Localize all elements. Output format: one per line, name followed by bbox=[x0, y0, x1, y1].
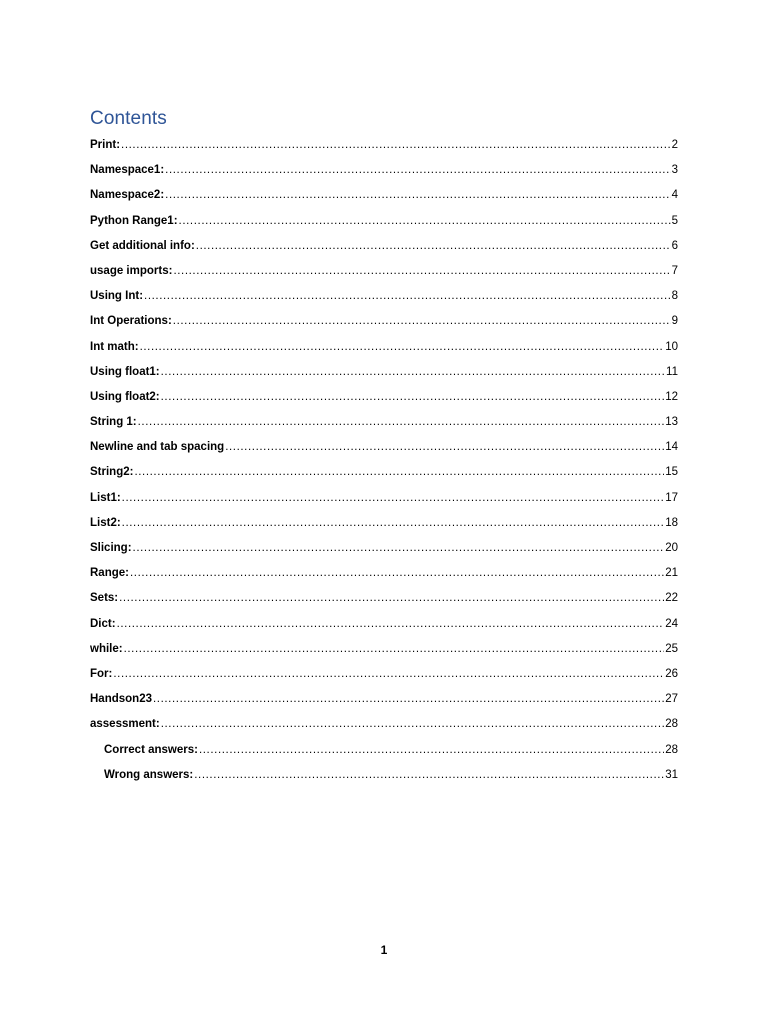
toc-entry-label: List1: bbox=[90, 491, 121, 504]
toc-entry-page-number: 25 bbox=[665, 642, 678, 655]
dot-leader bbox=[225, 435, 664, 460]
dot-leader bbox=[173, 309, 671, 334]
toc-entry-label: Using Int: bbox=[90, 290, 144, 303]
toc-entry-label: Range: bbox=[90, 567, 129, 580]
dot-leader bbox=[117, 612, 665, 637]
toc-entry[interactable] bbox=[90, 284, 678, 309]
toc-entry[interactable] bbox=[90, 209, 678, 234]
toc-entry-label: Print: bbox=[90, 139, 121, 151]
toc-entry-label: usage imports: bbox=[90, 264, 173, 277]
toc-entry-label: Int math: bbox=[90, 340, 139, 353]
toc-entry-page-number: 24 bbox=[665, 617, 678, 630]
toc-entry-page-number: 6 bbox=[671, 239, 678, 252]
toc-entry-page-number: 28 bbox=[665, 718, 678, 731]
toc-entry-page-number: 4 bbox=[671, 189, 678, 202]
dot-leader bbox=[140, 335, 665, 360]
toc-entry-page-number: 11 bbox=[666, 365, 678, 378]
toc-entry-page-number: 20 bbox=[665, 542, 678, 554]
toc-entry-page-number: 12 bbox=[665, 390, 678, 403]
toc-entry-page-number: 18 bbox=[665, 516, 678, 529]
toc-entry[interactable] bbox=[90, 234, 678, 259]
dot-leader bbox=[179, 209, 671, 234]
dot-leader bbox=[134, 460, 664, 485]
toc-entry[interactable] bbox=[90, 460, 678, 485]
toc-entry-page-number: 28 bbox=[665, 743, 678, 756]
toc-entry-page-number: 22 bbox=[665, 592, 678, 605]
toc-entry-page-number: 27 bbox=[665, 693, 678, 706]
dot-leader bbox=[124, 637, 665, 662]
toc-entry-label: Using float2: bbox=[90, 390, 160, 403]
toc-title: Contents bbox=[90, 108, 167, 129]
toc-entry-label: Wrong answers: bbox=[104, 768, 194, 781]
toc-entry-label: Namespace1: bbox=[90, 164, 165, 177]
toc-entry-page-number: 21 bbox=[665, 567, 678, 580]
dot-leader bbox=[133, 536, 665, 561]
toc-entry[interactable] bbox=[90, 712, 678, 737]
toc-entry[interactable] bbox=[90, 738, 678, 763]
toc-entry-label: For: bbox=[90, 667, 113, 680]
dot-leader bbox=[113, 662, 664, 687]
toc-entry[interactable] bbox=[90, 360, 678, 385]
toc-entry[interactable] bbox=[90, 435, 678, 460]
toc-entry[interactable] bbox=[90, 158, 678, 183]
toc-entry[interactable] bbox=[90, 662, 678, 687]
toc-entry-label: Get additional info: bbox=[90, 239, 195, 252]
toc-entry-label: Slicing: bbox=[90, 542, 132, 554]
toc-entry[interactable] bbox=[90, 586, 678, 611]
dot-leader bbox=[199, 738, 664, 763]
toc-entry[interactable] bbox=[90, 183, 678, 208]
toc-entry-label: Python Range1: bbox=[90, 214, 178, 227]
dot-leader bbox=[161, 360, 665, 385]
toc-entry[interactable] bbox=[90, 309, 678, 334]
toc-entry-page-number: 3 bbox=[671, 164, 678, 177]
dot-leader bbox=[144, 284, 671, 309]
dot-leader bbox=[161, 712, 665, 737]
dot-leader bbox=[119, 586, 664, 611]
toc-entry-page-number: 26 bbox=[665, 667, 678, 680]
toc-entry[interactable] bbox=[90, 763, 678, 788]
toc-entry-label: String2: bbox=[90, 466, 134, 479]
toc-entry-label: while: bbox=[90, 642, 123, 655]
toc-entry[interactable] bbox=[90, 536, 678, 561]
toc-entry[interactable] bbox=[90, 561, 678, 586]
toc-entry-label: List2: bbox=[90, 516, 121, 529]
toc-entry-label: assessment: bbox=[90, 718, 160, 731]
toc-entry[interactable] bbox=[90, 133, 678, 158]
toc-entry-page-number: 14 bbox=[665, 441, 678, 454]
toc-entry-label: Correct answers: bbox=[104, 743, 198, 756]
toc-entry-page-number: 9 bbox=[671, 315, 678, 328]
dot-leader bbox=[165, 183, 670, 208]
toc-entry-page-number: 10 bbox=[665, 340, 678, 353]
dot-leader bbox=[121, 133, 671, 158]
dot-leader bbox=[194, 763, 664, 788]
toc-entry[interactable] bbox=[90, 687, 678, 712]
toc-entry-page-number: 5 bbox=[671, 214, 678, 227]
page-number: 1 bbox=[380, 943, 388, 957]
toc-entry[interactable] bbox=[90, 612, 678, 637]
toc-entry[interactable] bbox=[90, 486, 678, 511]
toc-entry-label: Namespace2: bbox=[90, 189, 165, 202]
toc-entry-page-number: 7 bbox=[671, 264, 678, 277]
dot-leader bbox=[122, 511, 665, 536]
dot-leader bbox=[153, 687, 664, 712]
dot-leader bbox=[165, 158, 670, 183]
toc-entry-page-number: 15 bbox=[665, 466, 678, 479]
toc-entry-label: Handson23 bbox=[90, 693, 152, 706]
dot-leader bbox=[122, 486, 665, 511]
dot-leader bbox=[130, 561, 664, 586]
toc-list bbox=[90, 133, 678, 788]
dot-leader bbox=[138, 410, 665, 435]
toc-entry-page-number: 8 bbox=[671, 290, 678, 303]
toc-entry[interactable] bbox=[90, 511, 678, 536]
toc-entry-label: Using float1: bbox=[90, 365, 160, 378]
dot-leader bbox=[173, 259, 670, 284]
toc-entry[interactable] bbox=[90, 410, 678, 435]
toc-entry-label: String 1: bbox=[90, 416, 137, 429]
toc-entry[interactable] bbox=[90, 385, 678, 410]
toc-entry-label: Int Operations: bbox=[90, 315, 172, 328]
dot-leader bbox=[161, 385, 665, 410]
toc-entry-page-number: 31 bbox=[665, 768, 678, 781]
toc-entry[interactable] bbox=[90, 637, 678, 662]
toc-entry-page-number: 17 bbox=[665, 491, 678, 504]
toc-entry-label: Newline and tab spacing bbox=[90, 441, 225, 454]
toc-entry-page-number: 13 bbox=[665, 416, 678, 429]
toc-entry-label: Dict: bbox=[90, 617, 116, 630]
dot-leader bbox=[196, 234, 671, 259]
toc-entry-label: Sets: bbox=[90, 592, 119, 605]
toc-entry[interactable] bbox=[90, 335, 678, 360]
toc-entry-page-number: 2 bbox=[671, 139, 678, 151]
toc-entry[interactable] bbox=[90, 259, 678, 284]
